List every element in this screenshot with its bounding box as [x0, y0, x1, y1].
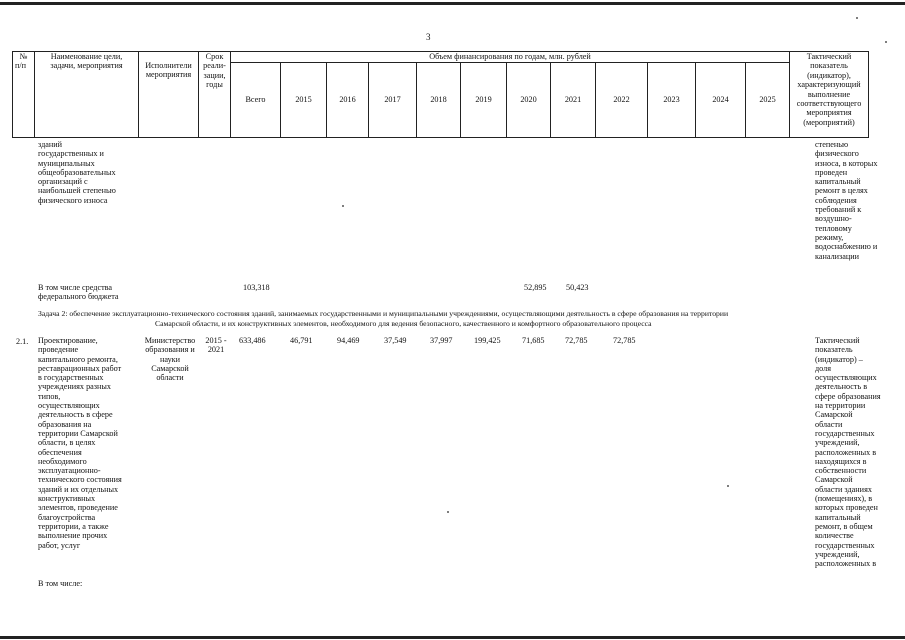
header-number-label: № — [19, 52, 28, 61]
table-header — [12, 51, 869, 138]
scan-edge-top — [0, 2, 905, 5]
header-year-2021: 2021 — [551, 63, 596, 138]
header-year-2025: 2025 — [746, 63, 790, 138]
text-line: типов, — [38, 391, 61, 401]
header-indicator-label: (индикатор), — [807, 70, 851, 80]
text-line: общеобразовательных — [38, 167, 116, 177]
text-line: учреждений, — [815, 438, 860, 448]
text-line: водоснабжению и — [815, 242, 878, 252]
row-2-1-value-2020: 71,685 — [522, 336, 545, 345]
text-line: деятельность в сфере — [38, 410, 113, 420]
header-executor-label: мероприятия — [145, 70, 192, 80]
text-line: Самарской — [815, 410, 853, 420]
header-indicator-label: (мероприятий) — [803, 117, 855, 127]
header-indicator-cell — [790, 52, 869, 138]
text-line: образования на — [38, 419, 92, 429]
text-line: износа, в которых — [815, 158, 878, 168]
task-2-line: Задача 2: обеспечение эксплуатационно-технического состояния зданий, занимаемых государственными и муниципальными учреждениями, осуществляющими деятельность в сфере образования на территории — [38, 309, 729, 318]
header-executor-label: Исполнители — [145, 61, 192, 70]
text-line: физического — [815, 149, 859, 159]
header-name-cell — [35, 52, 139, 138]
text-line: степенью — [815, 140, 849, 149]
header-term-label: Срок — [205, 52, 224, 61]
header-year-2020: 2020 — [507, 63, 551, 138]
text-line: В том числе средства — [38, 283, 113, 292]
text-line: области, в целях — [38, 438, 96, 448]
text-line: капитальный — [815, 512, 861, 522]
text-line: образования и — [145, 345, 195, 355]
row-2-1-indicator — [815, 336, 897, 568]
row-2-1-value-2015: 46,791 — [290, 336, 313, 345]
row-2-1-total: 633,486 — [239, 336, 266, 345]
scan-edge-bottom — [0, 636, 905, 639]
text-line: доля — [815, 363, 832, 373]
text-line: проведен — [815, 167, 848, 177]
text-line: воздушно- — [815, 214, 852, 224]
scan-speck — [447, 511, 449, 513]
text-line: сфере образования — [815, 391, 881, 401]
text-line: зданий и их отдельных — [38, 484, 119, 494]
federal-row-total: 103,318 — [243, 283, 270, 292]
text-line: (помещениях), в — [815, 494, 873, 504]
header-funding-label: Объем финансирования по годам, млн. рублей — [231, 52, 790, 63]
text-line: капитальный — [815, 177, 861, 187]
header-number-cell — [13, 52, 35, 138]
text-line: Самарской — [151, 363, 189, 373]
row-2-1-executor — [141, 336, 199, 382]
text-line: науки — [159, 354, 181, 364]
scan-speck — [856, 17, 858, 19]
row-2-1-value-2019: 199,425 — [474, 336, 501, 345]
row-2-1-name — [38, 336, 141, 550]
text-line: проведение — [38, 345, 79, 355]
text-line: области — [815, 419, 843, 429]
header-year-2023: 2023 — [648, 63, 696, 138]
text-line: организаций с — [38, 177, 88, 187]
text-line: федерального бюджета — [38, 292, 119, 302]
text-line: капитального ремонта, — [38, 354, 118, 364]
continuation-indicator — [815, 140, 897, 261]
text-line: расположенных в — [815, 559, 877, 569]
federal-row-label — [38, 283, 148, 302]
text-line: ремонт, в общем — [815, 521, 873, 531]
header-indicator-label: показатель — [810, 61, 848, 71]
text-line: реставрационных работ — [38, 363, 122, 373]
text-line: учреждений, — [815, 549, 860, 559]
text-line: зданий — [38, 140, 63, 149]
text-line: технического состояния — [38, 475, 122, 485]
text-line: конструктивных — [38, 494, 96, 504]
header-name-label: Наименование цели, — [50, 52, 123, 61]
header-year-2017: 2017 — [369, 63, 417, 138]
text-line: эксплуатационно- — [38, 466, 101, 476]
text-line: осуществляющих — [815, 373, 877, 383]
text-line: территории, а также — [38, 521, 109, 531]
scan-speck — [727, 485, 729, 487]
header-name-label: задачи, мероприятия — [50, 61, 123, 71]
header-number-label: п/п — [15, 61, 27, 71]
text-line: обеспечения — [38, 447, 82, 457]
scan-speck — [885, 41, 887, 43]
header-term-label: годы — [206, 80, 223, 90]
header-indicator-label: характеризующий — [797, 80, 861, 90]
text-line: Самарской — [815, 475, 853, 485]
text-line: канализации — [815, 251, 860, 261]
text-line: собственности — [815, 466, 867, 476]
text-line: учреждениях разных — [38, 382, 112, 392]
text-line: показатель — [815, 345, 853, 355]
text-line: осуществляющих — [38, 401, 100, 411]
text-line: Проектирование, — [38, 336, 98, 345]
text-line: находящихся в — [815, 456, 867, 466]
row-2-1-value-2017: 37,549 — [384, 336, 407, 345]
header-year-2024: 2024 — [696, 63, 746, 138]
header-total-label: Всего — [231, 63, 281, 138]
header-indicator-label: выполнение — [807, 89, 851, 99]
text-line: государственных и — [38, 149, 104, 159]
text-line: Министерство — [144, 336, 196, 345]
text-line: расположенных в — [815, 447, 877, 457]
header-indicator-label: соответствующего — [796, 99, 862, 109]
task-2-line: Самарской области, и их конструктивных элементов, необходимого для ведения безопасного, качественного и комфортного образовательного процесса — [155, 319, 652, 328]
text-line: 2015 - — [205, 336, 227, 345]
header-executor-cell — [139, 52, 199, 138]
row-2-1-incl-label: В том числе: — [38, 579, 83, 588]
text-line: области — [156, 373, 184, 383]
header-year-2016: 2016 — [327, 63, 369, 138]
text-line: количестве — [815, 531, 854, 541]
text-line: соблюдения — [815, 195, 857, 205]
text-line: требований к — [815, 205, 862, 215]
federal-row-2021: 50,423 — [566, 283, 589, 292]
text-line: необходимого — [38, 456, 87, 466]
text-line: (индикатор) – — [815, 354, 863, 364]
text-line: выполнение прочих — [38, 531, 108, 541]
text-line: физического износа — [38, 195, 108, 205]
text-line: которых проведен — [815, 503, 878, 513]
text-line: муниципальных — [38, 158, 95, 168]
page-number: 3 — [426, 32, 431, 42]
text-line: тепловому — [815, 223, 852, 233]
text-line: ремонт в целях — [815, 186, 868, 196]
text-line: деятельность в — [815, 382, 868, 392]
header-year-2018: 2018 — [417, 63, 461, 138]
row-number: 2.1. — [16, 337, 29, 346]
text-line: работ, услуг — [38, 540, 81, 550]
text-line: 2021 — [207, 345, 225, 355]
header-indicator-label: Тактический — [806, 52, 852, 61]
text-line: благоустройства — [38, 512, 96, 522]
scan-speck — [342, 205, 344, 207]
text-line: Тактический — [815, 336, 860, 345]
text-line: области зданиях — [815, 484, 872, 494]
text-line: наибольшей степенью — [38, 186, 116, 196]
row-2-1-value-2018: 37,997 — [430, 336, 453, 345]
federal-row-2020: 52,895 — [524, 283, 547, 292]
continuation-name — [38, 140, 138, 205]
header-term-cell — [199, 52, 231, 138]
row-2-1-value-2022: 72,785 — [613, 336, 636, 345]
row-2-1-value-2016: 94,469 — [337, 336, 360, 345]
header-year-2015: 2015 — [281, 63, 327, 138]
header-year-2022: 2022 — [596, 63, 648, 138]
text-line: территории Самарской — [38, 428, 118, 438]
text-line: государственных — [815, 428, 875, 438]
text-line: элементов, проведение — [38, 503, 118, 513]
text-line: на территории — [815, 401, 866, 411]
header-year-2019: 2019 — [461, 63, 507, 138]
header-term-label: реали- — [203, 61, 226, 71]
row-2-1-term — [200, 336, 232, 355]
text-line: государственных — [815, 540, 875, 550]
text-line: режиму, — [815, 232, 844, 242]
text-line: в государственных — [38, 373, 104, 383]
row-2-1-value-2021: 72,785 — [565, 336, 588, 345]
header-term-label: зации, — [203, 70, 226, 80]
header-indicator-label: мероприятия — [806, 108, 852, 118]
